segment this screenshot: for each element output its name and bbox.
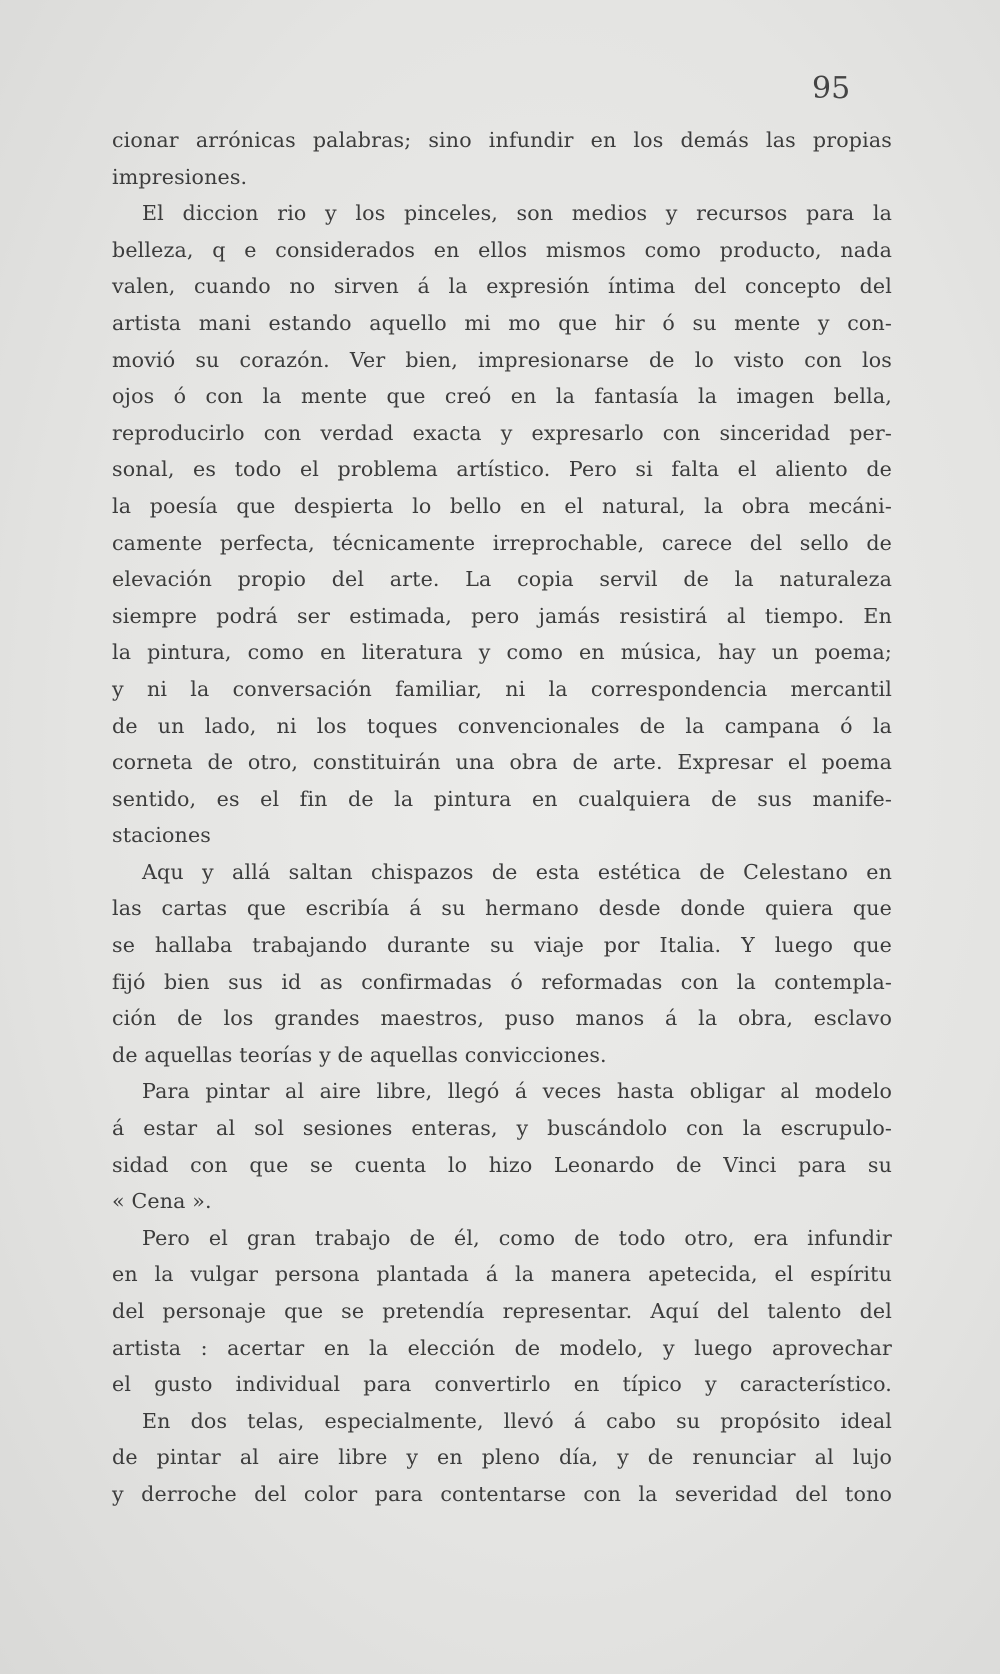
text-line: y ni la conversación familiar, ni la correspondencia mercantil [112,676,892,701]
text-line: valen, cuando no sirven á la expresión íntima del concepto del [112,274,892,299]
text-line: corneta de otro, constituirán una obra de arte. Expresar el poema [112,750,892,775]
text-line: movió su corazón. Ver bien, impresionarse de lo visto con los [112,347,892,372]
text-line: y derroche del color para contentarse con la severidad del tono [112,1481,892,1506]
text-line: la poesía que despierta lo bello en el natural, la obra mecáni- [112,493,892,518]
text-line: En dos telas, especialmente, llevó á cabo su propósito ideal [142,1408,892,1433]
text-line: reproducirlo con verdad exacta y expresarlo con sinceridad per- [112,420,892,445]
text-line: El diccion rio y los pinceles, son medios y recursos para la [142,201,892,226]
text-line: siempre podrá ser estimada, pero jamás resistirá al tiempo. En [112,603,892,628]
text-line: la pintura, como en literatura y como en música, hay un poema; [112,640,892,665]
text-line: sentido, es el fin de la pintura en cualquiera de sus manife- [112,786,892,811]
text-line: « Cena ». [112,1189,212,1214]
text-line: en la vulgar persona plantada á la manera apetecida, el espíritu [112,1262,892,1287]
text-line: sonal, es todo el problema artístico. Pero si falta el aliento de [112,457,892,482]
text-line: de un lado, ni los toques convencionales de la campana ó la [112,713,892,738]
text-line: belleza, q e considerados en ellos mismos como producto, nada [112,237,892,262]
text-line: á estar al sol sesiones enteras, y buscándolo con la escrupulo- [112,1116,892,1141]
body-text [112,122,892,1513]
text-line: sidad con que se cuenta lo hizo Leonardo de Vinci para su [112,1152,892,1177]
text-line: de pintar al aire libre y en pleno día, y de renunciar al lujo [112,1445,892,1470]
text-line: de aquellas teorías y de aquellas convicciones. [112,1042,607,1067]
text-line: se hallaba trabajando durante su viaje por Italia. Y luego que [112,933,892,958]
text-line: camente perfecta, técnicamente irreprochable, carece del sello de [112,530,892,555]
text-line: el gusto individual para convertirlo en típico y característico. [112,1372,892,1397]
text-line: Para pintar al aire libre, llegó á veces hasta obligar al modelo [142,1079,892,1104]
text-line: impresiones. [112,164,248,189]
text-line: Pero el gran trabajo de él, como de todo otro, era infundir [142,1225,892,1250]
text-line: staciones [112,823,212,848]
text-line: artista : acertar en la elección de modelo, y luego aprovechar [112,1335,892,1360]
text-line: fijó bien sus id as confirmadas ó reformadas con la contempla- [112,969,892,994]
text-line: ojos ó con la mente que creó en la fantasía la imagen bella, [112,384,892,409]
text-line: las cartas que escribía á su hermano desde donde quiera que [112,896,892,921]
page-number: 95 [812,71,851,106]
text-line: artista mani estando aquello mi mo que hir ó su mente y con- [112,310,892,335]
text-line: elevación propio del arte. La copia servil de la naturaleza [112,567,892,592]
text-line: del personaje que se pretendía representar. Aquí del talento del [112,1299,892,1323]
text-line: ción de los grandes maestros, puso manos á la obra, esclavo [112,1006,892,1031]
text-line: cionar arrónicas palabras; sino infundir en los demás las propias [112,128,892,152]
text-line: Aqu y allá saltan chispazos de esta estética de Celestano en [142,859,892,884]
